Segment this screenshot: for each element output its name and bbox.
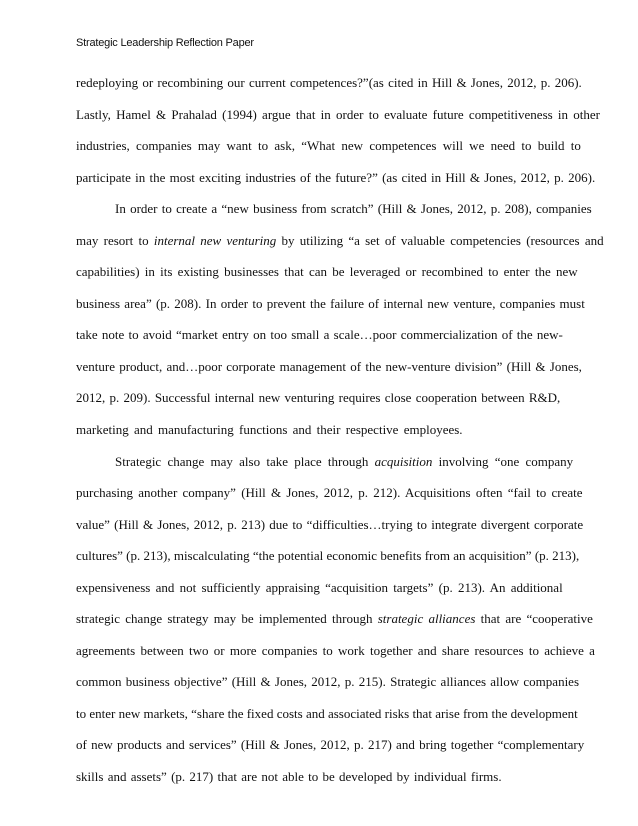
- text-line: capabilities) in its existing businesses that can be leveraged or recombined to enter the new: [76, 264, 578, 280]
- text-run: that are “cooperative: [475, 611, 593, 627]
- text-run: may resort to: [76, 232, 154, 248]
- text-run: Strategic change may also take place through: [115, 453, 375, 469]
- italic-term: strategic alliances: [377, 611, 476, 627]
- paragraph-start-line: [76, 446, 574, 478]
- text-line: common business objective” (Hill & Jones, 2012, p. 215). Strategic alliances allow companies: [76, 674, 580, 690]
- text-line: venture product, and…poor corporate management of the new-venture division” (Hill & Jones,: [76, 358, 582, 374]
- text-line: skills and assets” (p. 217) that are not able to be developed by individual firms.: [76, 769, 502, 785]
- text-line: value” (Hill & Jones, 2012, p. 213) due to “difficulties…trying to integrate divergent corporate: [76, 516, 584, 532]
- body-text: [76, 67, 604, 793]
- text-line: marketing and manufacturing functions and their respective employees.: [76, 422, 463, 438]
- text-line: redeploying or recombining our current competences?”(as cited in Hill & Jones, 2012, p. 206).: [76, 75, 582, 90]
- text-line: cultures” (p. 213), miscalculating “the potential economic benefits from an acquisition” (p. 213),: [76, 548, 580, 564]
- text-line: of new products and services” (Hill & Jones, 2012, p. 217) and bring together “complementary: [76, 737, 585, 753]
- italic-term: acquisition: [374, 453, 433, 469]
- text-run: by utilizing “a set of valuable competencies (resources and: [276, 232, 604, 248]
- text-line: take note to avoid “market entry on too small a scale…poor commercialization of the new-: [76, 327, 563, 343]
- text-run: strategic change strategy may be implemented through: [76, 611, 378, 627]
- text-line: [76, 225, 604, 257]
- italic-term: internal new venturing: [153, 232, 277, 248]
- text-line: 2012, p. 209). Successful internal new venturing requires close cooperation between R&D,: [76, 390, 561, 406]
- text-line: business area” (p. 208). In order to prevent the failure of internal new venture, companies must: [76, 295, 585, 311]
- text-line: [76, 603, 593, 635]
- text-line: Lastly, Hamel & Prahalad (1994) argue that in order to evaluate future competitiveness in other: [76, 106, 601, 122]
- text-line: industries, companies may want to ask, “What new competences will we need to build to: [76, 138, 581, 154]
- text-line: agreements between two or more companies to work together and share resources to achieve a: [76, 642, 595, 658]
- text-line: participate in the most exciting industries of the future?” (as cited in Hill & Jones, 2012, p. 206).: [76, 169, 596, 185]
- text-line: to enter new markets, “share the fixed costs and associated risks that arise from the development: [76, 705, 578, 721]
- text-line: purchasing another company” (Hill & Jones, 2012, p. 212). Acquisitions often “fail to create: [76, 485, 583, 501]
- text-run: involving “one company: [432, 453, 574, 469]
- running-head: Strategic Leadership Reflection Paper: [76, 37, 254, 49]
- text-line: expensiveness and not sufficiently appraising “acquisition targets” (p. 213). An additional: [76, 579, 563, 595]
- paragraph-start-line: In order to create a “new business from scratch” (Hill & Jones, 2012, p. 208), companies: [115, 201, 592, 217]
